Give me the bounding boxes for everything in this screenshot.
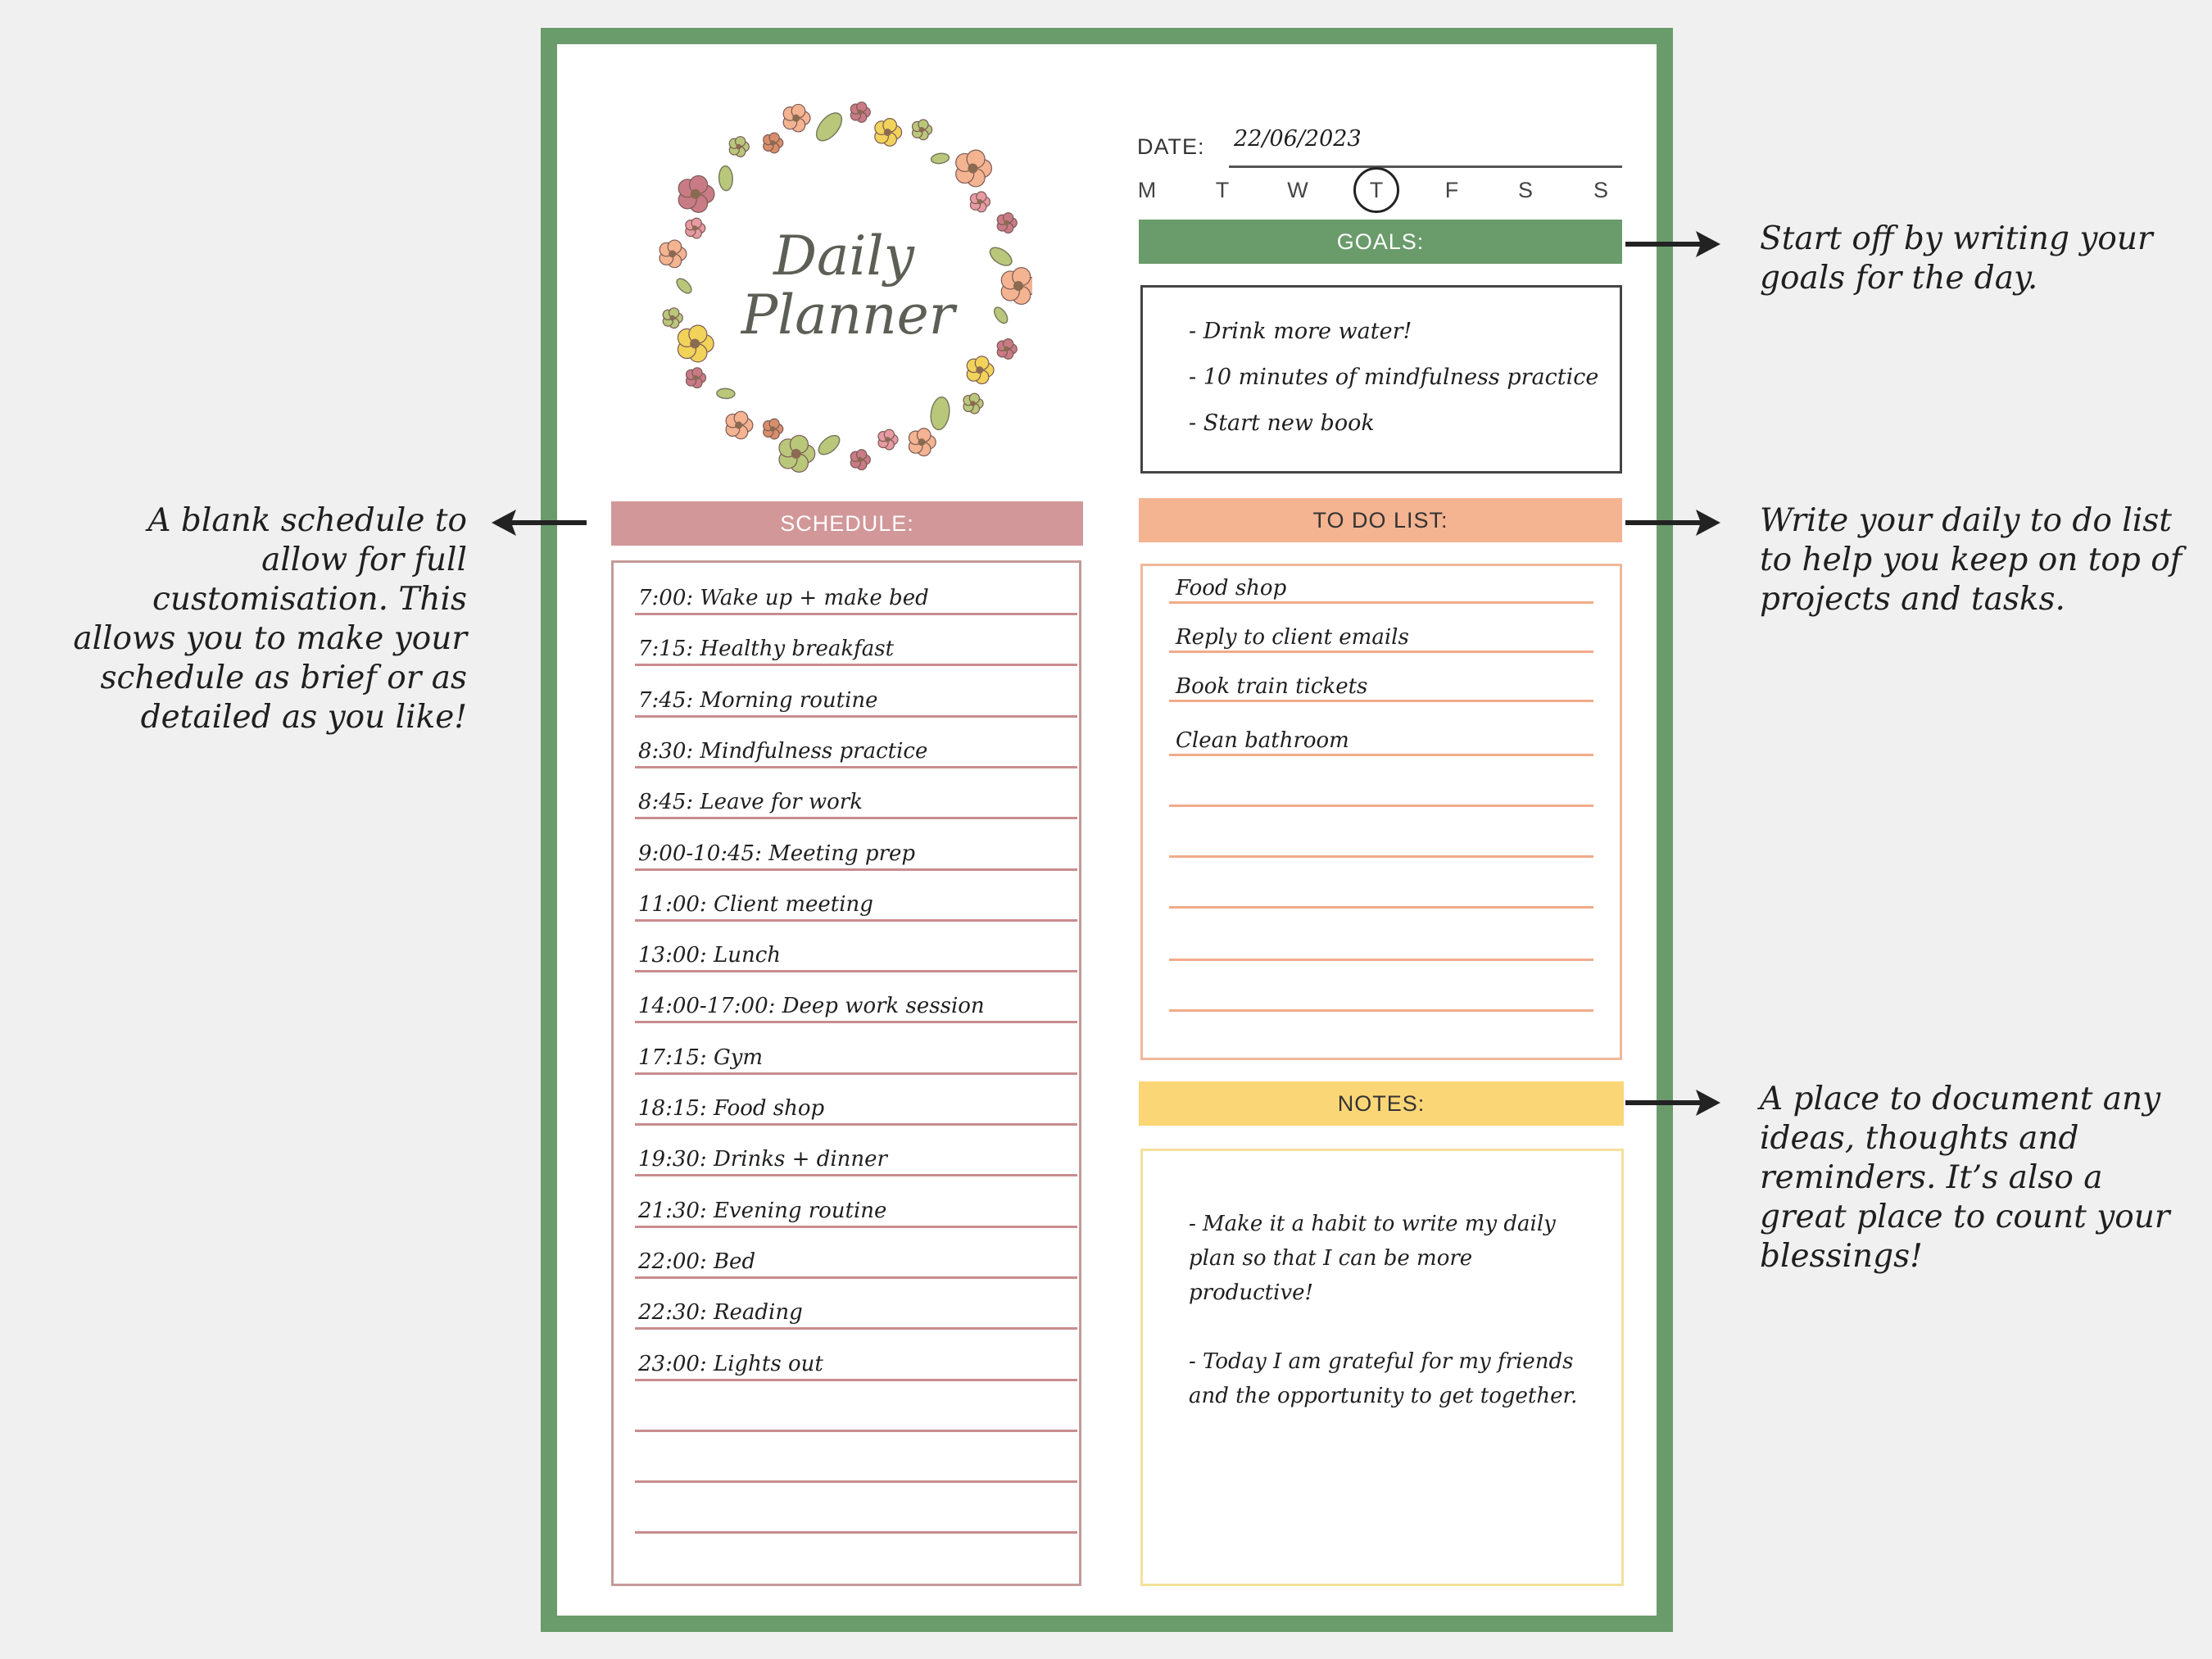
weekday-2[interactable]: W xyxy=(1287,177,1308,202)
flower-icon xyxy=(764,133,783,153)
flower-icon xyxy=(850,102,870,123)
schedule-row[interactable] xyxy=(635,1195,1077,1228)
todo-line xyxy=(1169,959,1593,961)
arrow-right-icon xyxy=(1624,228,1722,261)
todo-heading: TO DO LIST: xyxy=(1139,498,1622,542)
arrow-right-icon xyxy=(1624,1086,1722,1119)
flower-icon xyxy=(987,244,1015,270)
todo-line xyxy=(1169,1009,1593,1012)
flower-icon xyxy=(931,152,950,165)
schedule-line xyxy=(635,1276,1077,1279)
schedule-entry: 9:00-10:45: Meeting prep xyxy=(638,841,916,866)
schedule-row[interactable] xyxy=(635,889,1077,922)
todo-item: Clean bathroom xyxy=(1176,728,1349,753)
schedule-row[interactable] xyxy=(635,1399,1077,1432)
todo-line xyxy=(1169,906,1593,909)
schedule-entry: 8:30: Mindfulness practice xyxy=(638,738,928,764)
schedule-row[interactable] xyxy=(635,838,1077,871)
schedule-line xyxy=(635,715,1077,718)
flower-icon xyxy=(878,429,898,450)
schedule-line xyxy=(635,919,1077,922)
schedule-entry: 7:45: Morning routine xyxy=(638,687,878,713)
annotation-goals: Start off by writing your goals for the day. xyxy=(1760,220,2153,297)
todo-row[interactable] xyxy=(1169,979,1593,1012)
notes-heading: NOTES: xyxy=(1139,1081,1624,1126)
schedule-row[interactable] xyxy=(635,1042,1077,1075)
flower-icon xyxy=(783,104,810,132)
flower-icon xyxy=(967,356,994,384)
schedule-line xyxy=(635,1480,1077,1483)
weekday-1[interactable]: T xyxy=(1215,177,1230,202)
flower-icon xyxy=(850,450,870,470)
flower-icon xyxy=(764,419,783,439)
flower-icon xyxy=(997,213,1017,233)
flower-icon xyxy=(970,192,990,212)
todo-row[interactable] xyxy=(1169,723,1593,756)
schedule-line xyxy=(635,1379,1077,1381)
schedule-heading: SCHEDULE: xyxy=(611,501,1083,546)
flower-icon xyxy=(717,388,736,399)
weekday-6[interactable]: S xyxy=(1593,177,1608,202)
schedule-line xyxy=(635,613,1077,615)
todo-item: Book train tickets xyxy=(1176,674,1368,699)
flower-icon xyxy=(812,108,846,145)
todo-row[interactable] xyxy=(1169,876,1593,909)
schedule-line xyxy=(635,1072,1077,1075)
todo-line xyxy=(1169,650,1593,653)
todo-row[interactable] xyxy=(1169,571,1593,604)
date-label: DATE: xyxy=(1137,134,1205,159)
schedule-entry: 7:00: Wake up + make bed xyxy=(638,586,929,610)
schedule-line xyxy=(635,1174,1077,1176)
arrow-right-icon xyxy=(1624,506,1722,539)
schedule-row[interactable] xyxy=(635,1501,1077,1534)
notes-box[interactable] xyxy=(1140,1149,1624,1586)
flower-icon xyxy=(687,368,706,388)
title-line-1: Daily xyxy=(773,224,914,288)
schedule-row[interactable] xyxy=(635,940,1077,972)
todo-item: Reply to client emails xyxy=(1176,625,1409,650)
annotation-todo: Write your daily to do list to help you keep on top of projects and tasks. xyxy=(1760,502,2183,618)
annotation-schedule: A blank schedule to allow for full customisation. This allows you to make your schedule as brief or as detailed as you like! xyxy=(73,502,467,736)
schedule-line xyxy=(635,1123,1077,1126)
flower-icon xyxy=(963,393,983,414)
schedule-row[interactable] xyxy=(635,1093,1077,1126)
schedule-entry: 22:30: Reading xyxy=(638,1300,803,1326)
todo-line xyxy=(1169,805,1593,807)
schedule-line xyxy=(635,766,1077,768)
planner-paper xyxy=(557,44,1657,1616)
arrow-left-icon xyxy=(490,506,588,539)
title-line-2: Planner xyxy=(741,283,955,347)
schedule-line xyxy=(635,664,1077,666)
schedule-entry: 18:15: Food shop xyxy=(638,1096,825,1121)
date-value[interactable]: 22/06/2023 xyxy=(1234,126,1362,152)
date-row xyxy=(1137,88,1629,159)
annotation-notes: A place to document any ideas, thoughts and reminders. It’s also a great place to count your blessings! xyxy=(1760,1081,2170,1275)
schedule-line xyxy=(635,817,1077,819)
schedule-line xyxy=(635,1531,1077,1534)
weekday-0[interactable]: M xyxy=(1137,177,1157,202)
todo-row[interactable] xyxy=(1169,928,1593,961)
weekday-3[interactable]: T xyxy=(1353,167,1399,213)
flower-icon xyxy=(991,305,1009,325)
schedule-row[interactable] xyxy=(635,1246,1077,1279)
flower-icon xyxy=(956,150,992,187)
flower-icon xyxy=(729,137,749,157)
note-paragraph: - Today I am grateful for my friends and the opportunity to get together. xyxy=(1189,1349,1578,1408)
goals-box[interactable] xyxy=(1140,285,1622,474)
todo-row[interactable] xyxy=(1169,620,1593,653)
schedule-line xyxy=(635,1327,1077,1330)
flower-icon xyxy=(779,435,815,472)
weekday-selector xyxy=(1137,167,1629,216)
todo-row[interactable] xyxy=(1169,669,1593,702)
schedule-entry: 14:00-17:00: Deep work session xyxy=(638,994,985,1019)
flower-icon xyxy=(913,120,932,140)
todo-row[interactable] xyxy=(1169,774,1593,807)
flower-icon xyxy=(663,308,682,329)
schedule-row[interactable] xyxy=(635,633,1077,666)
schedule-line xyxy=(635,1226,1077,1228)
todo-line xyxy=(1169,855,1593,858)
schedule-entry: 23:00: Lights out xyxy=(638,1351,823,1376)
schedule-entry: 17:15: Gym xyxy=(638,1045,764,1070)
schedule-entry: 19:30: Drinks + dinner xyxy=(638,1147,887,1172)
schedule-row[interactable] xyxy=(635,1450,1077,1483)
schedule-line xyxy=(635,970,1077,972)
flower-icon xyxy=(1001,268,1032,305)
flower-icon xyxy=(660,240,687,268)
flower-icon xyxy=(674,276,694,296)
flower-icon xyxy=(686,218,705,238)
schedule-line xyxy=(635,1430,1077,1432)
schedule-line xyxy=(635,868,1077,871)
flower-icon xyxy=(909,428,936,456)
todo-line xyxy=(1169,601,1593,604)
schedule-row[interactable] xyxy=(635,736,1077,768)
flower-icon xyxy=(815,432,843,458)
flower-icon xyxy=(678,175,714,212)
goal-item: - Drink more water! xyxy=(1189,319,1412,344)
schedule-entry: 21:30: Evening routine xyxy=(638,1198,887,1223)
schedule-row[interactable] xyxy=(635,786,1077,819)
schedule-row[interactable] xyxy=(635,990,1077,1023)
schedule-line xyxy=(635,1021,1077,1023)
todo-box[interactable] xyxy=(1140,564,1622,1060)
weekday-4[interactable]: F xyxy=(1444,177,1459,202)
schedule-entry: 13:00: Lunch xyxy=(638,943,782,968)
flower-wreath-icon xyxy=(655,93,1032,478)
schedule-box[interactable] xyxy=(611,560,1081,1586)
schedule-row[interactable] xyxy=(635,1297,1077,1330)
schedule-row[interactable] xyxy=(635,1144,1077,1176)
schedule-entry: 7:15: Healthy breakfast xyxy=(638,637,895,662)
todo-item: Food shop xyxy=(1176,576,1287,601)
schedule-row[interactable] xyxy=(635,685,1077,718)
todo-line xyxy=(1169,754,1593,756)
schedule-row[interactable] xyxy=(635,582,1077,615)
flower-icon xyxy=(997,339,1017,360)
schedule-entry: 11:00: Client meeting xyxy=(638,891,873,917)
flower-icon xyxy=(678,325,714,362)
schedule-row[interactable] xyxy=(635,1349,1077,1381)
goals-heading: GOALS: xyxy=(1139,220,1622,264)
flower-icon xyxy=(929,396,951,431)
planner-sheet xyxy=(541,28,1673,1632)
flower-icon xyxy=(875,119,902,147)
weekday-5[interactable]: S xyxy=(1517,177,1533,202)
flower-icon xyxy=(726,411,753,439)
schedule-entry: 22:00: Bed xyxy=(638,1249,756,1274)
goal-item: - 10 minutes of mindfulness practice xyxy=(1189,365,1599,390)
goal-item: - Start new book xyxy=(1189,410,1375,436)
flower-icon xyxy=(718,165,733,191)
note-paragraph: - Make it a habit to write my daily plan so that I can be more productive! xyxy=(1189,1212,1556,1305)
todo-line xyxy=(1169,700,1593,702)
todo-row[interactable] xyxy=(1169,825,1593,858)
schedule-entry: 8:45: Leave for work xyxy=(638,790,863,815)
